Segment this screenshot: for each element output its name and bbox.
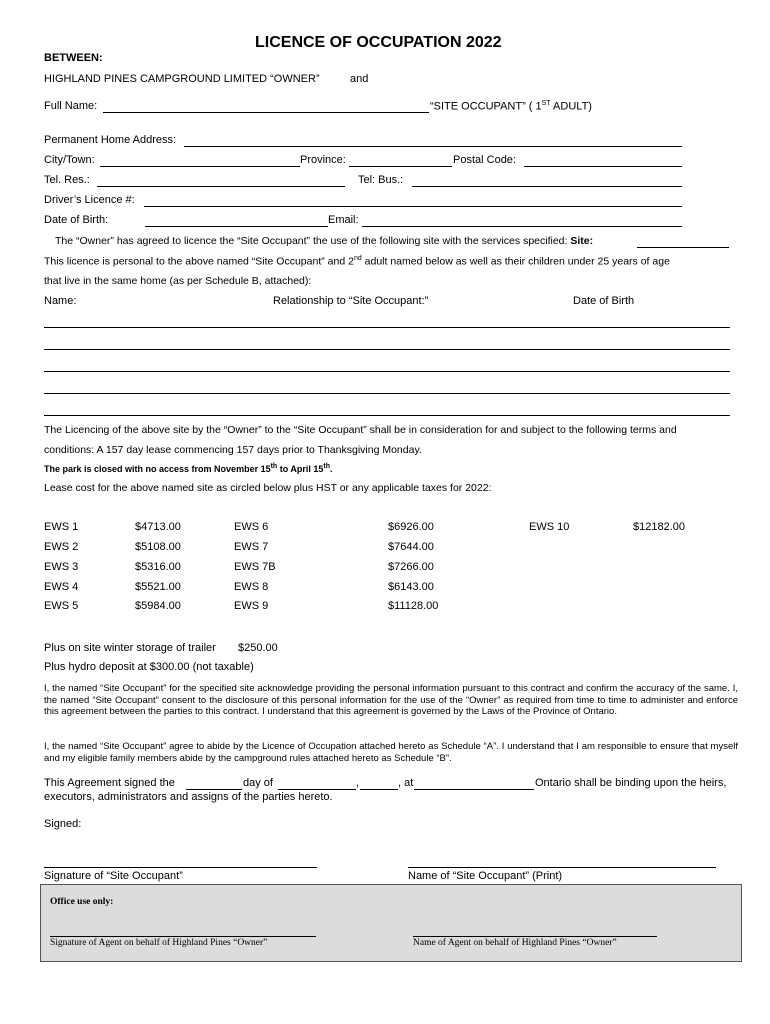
signed-label: Signed:	[44, 818, 82, 830]
agent-name-label: Name of Agent on behalf of Highland Pines “Owner”	[413, 938, 617, 948]
document-title: LICENCE OF OCCUPATION 2022	[255, 34, 502, 51]
signed-text-cont: executors, administrators and assigns of the parties hereto.	[44, 791, 333, 803]
signed-location-field[interactable]	[414, 789, 534, 790]
col-name-header: Name:	[44, 295, 77, 307]
office-use-box	[40, 884, 742, 962]
site-price: $6926.00	[388, 521, 434, 533]
site-price: $7266.00	[388, 561, 434, 573]
site-row: EWS 3	[44, 561, 79, 573]
tel-bus-label: Tel: Bus.:	[358, 174, 404, 186]
drivers-licence-field[interactable]	[144, 206, 682, 207]
agent-name-field[interactable]	[413, 936, 657, 937]
site-price: $4713.00	[135, 521, 181, 533]
tel-res-field[interactable]	[97, 186, 345, 187]
lease-cost-text: Lease cost for the above named site as circled below plus HST or any applicable taxes for 2022:	[44, 482, 492, 494]
dob-label: Date of Birth:	[44, 214, 109, 226]
signed-text: day of	[243, 777, 273, 789]
signed-month-field[interactable]	[278, 789, 356, 790]
site-row: EWS 6	[234, 521, 269, 533]
agent-signature-field[interactable]	[50, 936, 316, 937]
park-closed-notice: The park is closed with no access from November 15th to April 15th.	[44, 463, 333, 474]
site-row: EWS 5	[44, 600, 79, 612]
family-row-4[interactable]	[44, 393, 730, 394]
site-row: EWS 9	[234, 600, 269, 612]
signed-text: ,	[356, 777, 360, 789]
site-price: $12182.00	[633, 521, 685, 533]
occupant-signature-field[interactable]	[44, 867, 317, 868]
winter-storage-price: $250.00	[238, 642, 278, 654]
tel-bus-field[interactable]	[412, 186, 682, 187]
terms-text-cont: conditions: A 157 day lease commencing 157 days prior to Thanksgiving Monday.	[44, 444, 422, 456]
signed-text: , at	[398, 777, 414, 789]
occupant-name-field[interactable]	[408, 867, 716, 868]
family-row-5[interactable]	[44, 415, 730, 416]
site-row: EWS 1	[44, 521, 79, 533]
postal-label: Postal Code:	[453, 154, 516, 166]
province-field[interactable]	[349, 166, 452, 167]
site-price: $5108.00	[135, 541, 181, 553]
tel-res-label: Tel. Res.:	[44, 174, 90, 186]
occupant-signature-label: Signature of “Site Occupant”	[44, 870, 183, 882]
site-occupant-label: “SITE OCCUPANT” ( 1ST ADULT)	[430, 100, 592, 113]
full-name-label: Full Name:	[44, 100, 98, 112]
address-field[interactable]	[184, 146, 682, 147]
abide-paragraph: I, the named “Site Occupant” agree to abide by the Licence of Occupation attached hereto as Schedule “A”. I understand that I am responsible to ensure that myself and my eligible family members abide by the campground rules attached hereto as Schedule “B”.	[44, 741, 738, 764]
province-label: Province:	[300, 154, 346, 166]
acknowledgement-paragraph: I, the named “Site Occupant” for the specified site acknowledge providing the personal information pursuant to this contract and confirm the accuracy of the same. I, the named “Site Occupant” consent to the disclosure of this personal information for the use of the “Owner” as required from time to time to administer and enforce this agreement between the parties to this contract. I understand that this agreement is governed by the Laws of the Province of Ontario.	[44, 683, 738, 717]
signed-text: Ontario shall be binding upon the heirs,	[535, 777, 727, 789]
agent-signature-label: Signature of Agent on behalf of Highland Pines “Owner”	[50, 938, 268, 948]
full-name-field[interactable]	[103, 112, 429, 113]
site-price: $5521.00	[135, 581, 181, 593]
site-price: $6143.00	[388, 581, 434, 593]
family-row-2[interactable]	[44, 349, 730, 350]
site-row: EWS 2	[44, 541, 79, 553]
address-label: Permanent Home Address:	[44, 134, 177, 146]
owner-line: HIGHLAND PINES CAMPGROUND LIMITED “OWNER”	[44, 73, 320, 85]
signed-day-field[interactable]	[186, 789, 242, 790]
site-row: EWS 7	[234, 541, 269, 553]
site-price: $5984.00	[135, 600, 181, 612]
col-relationship-header: Relationship to “Site Occupant:”	[273, 295, 429, 307]
family-row-3[interactable]	[44, 371, 730, 372]
site-row: EWS 8	[234, 581, 269, 593]
dob-field[interactable]	[145, 226, 328, 227]
site-price: $5316.00	[135, 561, 181, 573]
col-dob-header: Date of Birth	[573, 295, 635, 307]
site-price: $11128.00	[388, 600, 439, 612]
licence-text-cont: that live in the same home (as per Schedule B, attached):	[44, 275, 312, 287]
terms-text: The Licencing of the above site by the “Owner” to the “Site Occupant” shall be in consideration for and subject to the following terms and	[44, 424, 677, 436]
drivers-licence-label: Driver’s Licence #:	[44, 194, 135, 206]
email-label: Email:	[328, 214, 359, 226]
city-label: City/Town:	[44, 154, 95, 166]
licence-text: This licence is personal to the above named “Site Occupant” and 2nd adult named below as well as their children under 25 years of age	[44, 255, 670, 268]
between-label: BETWEEN:	[44, 52, 103, 64]
site-row: EWS 10	[529, 521, 570, 533]
agreement-text: The “Owner” has agreed to licence the “Site Occupant” the use of the following site with the services specified: Site:	[55, 235, 594, 247]
email-field[interactable]	[362, 226, 682, 227]
signed-year-field[interactable]	[360, 789, 398, 790]
hydro-deposit: Plus hydro deposit at $300.00 (not taxable)	[44, 661, 254, 673]
site-row: EWS 4	[44, 581, 79, 593]
office-use-label: Office use only:	[50, 897, 114, 907]
site-row: EWS 7B	[234, 561, 276, 573]
site-field[interactable]	[637, 247, 729, 248]
signed-text: This Agreement signed the	[44, 777, 175, 789]
family-row-1[interactable]	[44, 327, 730, 328]
winter-storage-label: Plus on site winter storage of trailer	[44, 642, 216, 654]
site-price: $7644.00	[388, 541, 434, 553]
postal-field[interactable]	[524, 166, 682, 167]
occupant-name-label: Name of “Site Occupant” (Print)	[408, 870, 563, 882]
city-field[interactable]	[100, 166, 300, 167]
and-label: and	[350, 73, 369, 85]
